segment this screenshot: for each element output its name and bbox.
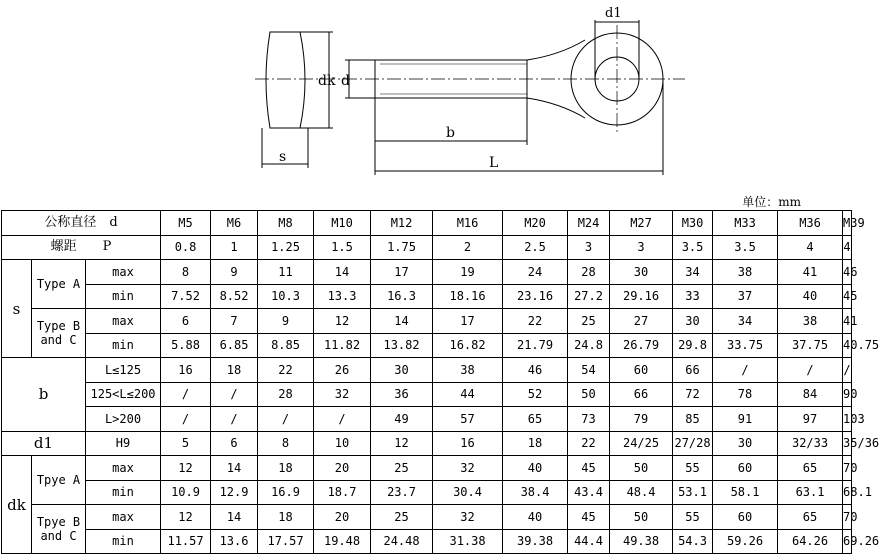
value-cell: 40: [503, 505, 568, 530]
max-label: max: [86, 309, 161, 334]
value-cell: 11.82: [314, 333, 371, 358]
value-cell: /: [161, 407, 211, 432]
dk-typeA-max-row: [2, 456, 852, 481]
value-cell: 63.1: [778, 480, 843, 505]
value-cell: 19: [433, 260, 503, 285]
value-cell: 19.48: [314, 529, 371, 554]
label-d1: d1: [605, 6, 622, 21]
value-cell: 6: [211, 431, 258, 456]
value-cell: 60: [713, 456, 778, 481]
value-cell: 49.38: [610, 529, 673, 554]
value-cell: 24: [503, 260, 568, 285]
pitch-row: [2, 235, 852, 260]
value-cell: 79: [610, 407, 673, 432]
dk-typeBC-label: Tpye B and C: [32, 505, 86, 554]
size-header: M5: [161, 211, 211, 236]
b-row-1: [2, 358, 852, 383]
value-cell: 25: [568, 309, 610, 334]
b-row-3: [2, 407, 852, 432]
value-cell: 66: [610, 382, 673, 407]
value-cell: 6: [161, 309, 211, 334]
value-cell: 33: [673, 284, 713, 309]
value-cell: 50: [568, 382, 610, 407]
value-cell: /: [713, 358, 778, 383]
value-cell: 22: [258, 358, 314, 383]
value-cell: 5.88: [161, 333, 211, 358]
value-cell: 54.3: [673, 529, 713, 554]
value-cell: 24/25: [610, 431, 673, 456]
unit-label: 单位：mm: [742, 195, 801, 209]
pitch-label: 螺距 P: [2, 235, 161, 260]
value-cell: 41: [843, 309, 852, 334]
value-cell: /: [258, 407, 314, 432]
value-cell: 12: [161, 456, 211, 481]
value-cell: 3: [568, 235, 610, 260]
s-typeA-label: Type A: [32, 260, 86, 309]
size-header: M24: [568, 211, 610, 236]
value-cell: 38: [778, 309, 843, 334]
value-cell: /: [778, 358, 843, 383]
max-label: max: [86, 456, 161, 481]
value-cell: 11: [258, 260, 314, 285]
value-cell: 65: [503, 407, 568, 432]
value-cell: 0.8: [161, 235, 211, 260]
value-cell: 41: [778, 260, 843, 285]
s-typeA-min-row: [2, 284, 852, 309]
value-cell: 84: [778, 382, 843, 407]
value-cell: 49: [371, 407, 433, 432]
value-cell: 69.26: [843, 529, 852, 554]
d1-tolerance: H9: [86, 431, 161, 456]
size-header: M12: [371, 211, 433, 236]
label-L: L: [489, 155, 499, 171]
s-typeBC-min-row: [2, 333, 852, 358]
value-cell: 60: [610, 358, 673, 383]
value-cell: /: [843, 358, 852, 383]
value-cell: 25: [371, 456, 433, 481]
value-cell: 17.57: [258, 529, 314, 554]
eye-bolt-drawing: [0, 0, 853, 190]
s-typeBC-label: Type B and C: [32, 309, 86, 358]
s-label: s: [2, 260, 32, 358]
value-cell: 48.4: [610, 480, 673, 505]
value-cell: 16.9: [258, 480, 314, 505]
value-cell: 20: [314, 456, 371, 481]
value-cell: 78: [713, 382, 778, 407]
value-cell: 18.7: [314, 480, 371, 505]
value-cell: 55: [673, 505, 713, 530]
value-cell: 4: [843, 235, 852, 260]
value-cell: 38.4: [503, 480, 568, 505]
value-cell: 26.79: [610, 333, 673, 358]
value-cell: 34: [673, 260, 713, 285]
size-header: M6: [211, 211, 258, 236]
nominal-diameter-label: 公称直径 d: [2, 211, 161, 236]
value-cell: 9: [211, 260, 258, 285]
value-cell: 46: [503, 358, 568, 383]
value-cell: 14: [371, 309, 433, 334]
b-label: b: [2, 358, 86, 432]
value-cell: 53.1: [673, 480, 713, 505]
value-cell: 58.1: [713, 480, 778, 505]
value-cell: 97: [778, 407, 843, 432]
dk-typeA-min-row: [2, 480, 852, 505]
value-cell: 39.38: [503, 529, 568, 554]
dk-typeA-label: Tpye A: [32, 456, 86, 505]
value-cell: 12: [161, 505, 211, 530]
value-cell: 8.52: [211, 284, 258, 309]
value-cell: 16: [161, 358, 211, 383]
value-cell: 65: [778, 456, 843, 481]
value-cell: 38: [713, 260, 778, 285]
max-label: max: [86, 505, 161, 530]
value-cell: 24.8: [568, 333, 610, 358]
value-cell: /: [211, 407, 258, 432]
size-header: M39: [843, 211, 852, 236]
value-cell: 30: [713, 431, 778, 456]
value-cell: 13.3: [314, 284, 371, 309]
value-cell: 37.75: [778, 333, 843, 358]
size-header: M8: [258, 211, 314, 236]
value-cell: 25: [371, 505, 433, 530]
value-cell: 22: [503, 309, 568, 334]
size-header: M33: [713, 211, 778, 236]
value-cell: 52: [503, 382, 568, 407]
value-cell: 29.8: [673, 333, 713, 358]
value-cell: 13.82: [371, 333, 433, 358]
value-cell: 31.38: [433, 529, 503, 554]
value-cell: 27/28: [673, 431, 713, 456]
value-cell: 73: [568, 407, 610, 432]
value-cell: 66: [673, 358, 713, 383]
value-cell: 3: [610, 235, 673, 260]
value-cell: 18: [211, 358, 258, 383]
eye-side-view: [266, 32, 305, 128]
value-cell: 50: [610, 505, 673, 530]
value-cell: 1.75: [371, 235, 433, 260]
value-cell: 40: [778, 284, 843, 309]
value-cell: 30: [371, 358, 433, 383]
value-cell: 23.7: [371, 480, 433, 505]
value-cell: 43.4: [568, 480, 610, 505]
d1-row: [2, 431, 852, 456]
size-header: M20: [503, 211, 568, 236]
value-cell: 6.85: [211, 333, 258, 358]
dk-typeBC-min-row: [2, 529, 852, 554]
value-cell: 60: [713, 505, 778, 530]
value-cell: 8.85: [258, 333, 314, 358]
value-cell: 72: [673, 382, 713, 407]
value-cell: 70: [843, 456, 852, 481]
value-cell: 1.5: [314, 235, 371, 260]
value-cell: 3.5: [713, 235, 778, 260]
value-cell: 8: [161, 260, 211, 285]
value-cell: 55: [673, 456, 713, 481]
value-cell: 21.79: [503, 333, 568, 358]
value-cell: 18.16: [433, 284, 503, 309]
value-cell: 28: [258, 382, 314, 407]
value-cell: 32/33: [778, 431, 843, 456]
value-cell: 7.52: [161, 284, 211, 309]
value-cell: 36: [371, 382, 433, 407]
value-cell: 10.9: [161, 480, 211, 505]
value-cell: /: [314, 407, 371, 432]
value-cell: 7: [211, 309, 258, 334]
value-cell: 44: [433, 382, 503, 407]
value-cell: 40.75: [843, 333, 852, 358]
value-cell: 65: [778, 505, 843, 530]
value-cell: 12: [314, 309, 371, 334]
b-range-2: 125<L≤200: [86, 382, 161, 407]
value-cell: 27.2: [568, 284, 610, 309]
value-cell: 10: [314, 431, 371, 456]
value-cell: 11.57: [161, 529, 211, 554]
value-cell: 1.25: [258, 235, 314, 260]
value-cell: 59.26: [713, 529, 778, 554]
value-cell: 16.82: [433, 333, 503, 358]
value-cell: 30: [610, 260, 673, 285]
label-d: d: [341, 73, 350, 89]
value-cell: 2: [433, 235, 503, 260]
value-cell: 91: [713, 407, 778, 432]
value-cell: 2.5: [503, 235, 568, 260]
dimension-table: [1, 210, 879, 554]
size-header: M27: [610, 211, 673, 236]
value-cell: 103: [843, 407, 852, 432]
value-cell: 8: [258, 431, 314, 456]
value-cell: 85: [673, 407, 713, 432]
label-s: s: [279, 149, 287, 165]
value-cell: 18: [258, 505, 314, 530]
min-label: min: [86, 529, 161, 554]
value-cell: 33.75: [713, 333, 778, 358]
size-header: M16: [433, 211, 503, 236]
value-cell: 44.4: [568, 529, 610, 554]
b-range-3: L>200: [86, 407, 161, 432]
size-header: M36: [778, 211, 843, 236]
value-cell: 16: [433, 431, 503, 456]
value-cell: 45: [843, 284, 852, 309]
d1-label: d1: [2, 431, 86, 456]
value-cell: 32: [433, 505, 503, 530]
value-cell: 68.1: [843, 480, 852, 505]
value-cell: 54: [568, 358, 610, 383]
value-cell: 4: [778, 235, 843, 260]
b-range-1: L≤125: [86, 358, 161, 383]
value-cell: 28: [568, 260, 610, 285]
value-cell: 24.48: [371, 529, 433, 554]
value-cell: 70: [843, 505, 852, 530]
value-cell: 23.16: [503, 284, 568, 309]
dk-typeBC-max-row: [2, 505, 852, 530]
b-row-2: [2, 382, 852, 407]
label-dk: dk: [318, 73, 336, 89]
label-b: b: [446, 125, 455, 141]
value-cell: 5: [161, 431, 211, 456]
value-cell: 30.4: [433, 480, 503, 505]
dk-label: dk: [2, 456, 32, 554]
value-cell: 45: [568, 456, 610, 481]
size-header: M10: [314, 211, 371, 236]
value-cell: 14: [211, 505, 258, 530]
value-cell: 12: [371, 431, 433, 456]
value-cell: 12.9: [211, 480, 258, 505]
min-label: min: [86, 333, 161, 358]
value-cell: 29.16: [610, 284, 673, 309]
min-label: min: [86, 284, 161, 309]
value-cell: 32: [314, 382, 371, 407]
value-cell: 90: [843, 382, 852, 407]
value-cell: 40: [503, 456, 568, 481]
size-header: M30: [673, 211, 713, 236]
value-cell: 32: [433, 456, 503, 481]
value-cell: 10.3: [258, 284, 314, 309]
s-typeBC-max-row: [2, 309, 852, 334]
value-cell: 18: [258, 456, 314, 481]
value-cell: 38: [433, 358, 503, 383]
value-cell: 18: [503, 431, 568, 456]
min-label: min: [86, 480, 161, 505]
value-cell: 20: [314, 505, 371, 530]
value-cell: 64.26: [778, 529, 843, 554]
value-cell: 9: [258, 309, 314, 334]
value-cell: 13.6: [211, 529, 258, 554]
value-cell: 45: [568, 505, 610, 530]
value-cell: 35/36: [843, 431, 852, 456]
value-cell: 50: [610, 456, 673, 481]
value-cell: 17: [433, 309, 503, 334]
value-cell: 34: [713, 309, 778, 334]
value-cell: /: [211, 382, 258, 407]
value-cell: 26: [314, 358, 371, 383]
s-typeA-max-row: [2, 260, 852, 285]
value-cell: 16.3: [371, 284, 433, 309]
value-cell: 46: [843, 260, 852, 285]
value-cell: 17: [371, 260, 433, 285]
value-cell: 3.5: [673, 235, 713, 260]
value-cell: 27: [610, 309, 673, 334]
value-cell: 57: [433, 407, 503, 432]
value-cell: 14: [211, 456, 258, 481]
value-cell: 22: [568, 431, 610, 456]
value-cell: 30: [673, 309, 713, 334]
value-cell: /: [161, 382, 211, 407]
value-cell: 1: [211, 235, 258, 260]
value-cell: 14: [314, 260, 371, 285]
max-label: max: [86, 260, 161, 285]
value-cell: 37: [713, 284, 778, 309]
header-row: [2, 211, 852, 236]
